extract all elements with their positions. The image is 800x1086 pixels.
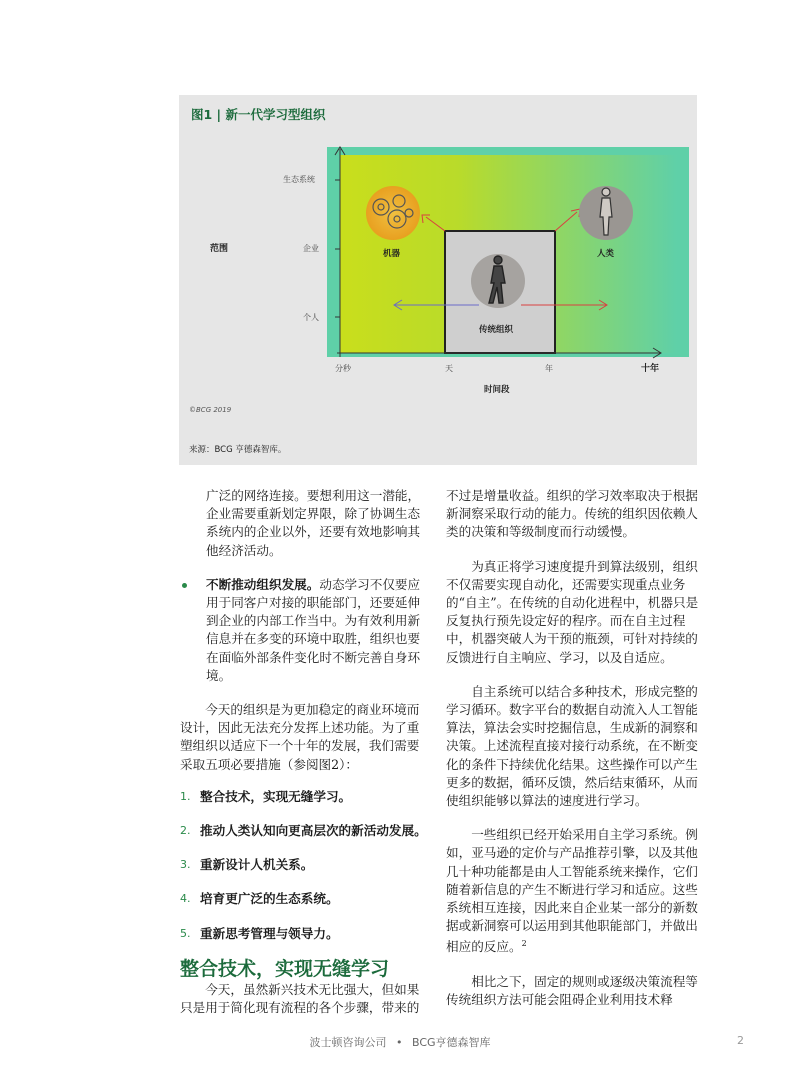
bullet-text: 动态学习不仅要应用于同客户对接的职能部门，还要延伸到企业的内部工作当中。为有效利用新信息并在多变的环境中取胜，组织也要在面临外部条件变化时不断完善自身环境。 xyxy=(206,576,421,683)
x-tick-label-day: 天 xyxy=(445,364,453,373)
paragraph-text: 一些组织已经开始采用自主学习系统。例如，亚马逊的定价与产品推荐引擎，以及其他几十种功能都是由人工智能系统来操作，它们随着新信息的产生不断进行学习和适应。这些系统相互连接，因此来自企业某一部分的新数据或新洞察可以运用到其他职能部门，并做出相应的反应。 xyxy=(446,827,698,955)
x-tick-label-decade: 十年 xyxy=(641,364,660,374)
paragraph: 今天，虽然新兴技术无比强大，但如果只是用于简化现有流程的各个步骤，带来的 xyxy=(180,981,420,1016)
list-text: 重新思考管理与领导力。 xyxy=(200,925,339,941)
list-item xyxy=(180,856,430,874)
list-number: 1. xyxy=(180,789,191,803)
list-text: 推动人类认知向更高层次的新活动发展。 xyxy=(200,823,427,839)
y-tick-label-enterprise: 企业 xyxy=(303,244,319,253)
paragraph: 自主系统可以结合多种技术，形成完整的学习循环。数字平台的数据自动流入人工智能算法，算法会实时挖掘信息，生成新的洞察和决策。上述流程直接对接行动系统，在不断变化的条件下持续优化结果。这些操作可以产生更多的数据，循环反馈，然后结束循环，从而使组织能够以算法的速度进行学习。 xyxy=(446,683,698,809)
paragraph: 广泛的网络连接。要想利用这一潜能，企业需要重新划定界限，除了协调生态系统内的企业以外，还要有效地影响其他经济活动。 xyxy=(206,488,421,558)
bullet-item xyxy=(180,576,430,685)
y-tick-label-ecosystem: 生态系统 xyxy=(283,175,315,184)
list-number: 5. xyxy=(180,926,191,940)
y-axis-title: 范围 xyxy=(210,244,229,254)
list-item xyxy=(180,925,430,943)
list-text: 整合技术，实现无缝学习。 xyxy=(200,788,352,804)
page-number: 2 xyxy=(737,1034,744,1047)
x-tick-label-year: 年 xyxy=(545,364,553,373)
list-number: 2. xyxy=(180,824,191,838)
bullet-bold: 不断推动组织发展。 xyxy=(206,576,320,592)
bullet-icon xyxy=(182,583,187,588)
human-label: 人类 xyxy=(597,249,615,259)
figure-copyright: ©BCG 2019 xyxy=(189,406,232,414)
list-item xyxy=(180,890,430,908)
list-item xyxy=(180,822,430,840)
section-heading: 整合技术，实现无缝学习 xyxy=(180,957,390,980)
list-number: 4. xyxy=(180,892,191,906)
list-text: 重新设计人机关系。 xyxy=(200,857,314,873)
footer-brand: BCG亨德森智库 xyxy=(411,1036,491,1049)
paragraph xyxy=(446,826,700,957)
traditional-label: 传统组织 xyxy=(479,325,514,335)
x-tick-label-seconds: 分秒 xyxy=(335,364,351,373)
footer-company: 波士顿咨询公司 xyxy=(309,1036,387,1049)
paragraph: 相比之下，固定的规则或逐级决策流程等传统组织方法可能会阻碍企业利用技术释 xyxy=(446,973,698,1008)
figure-title: 图1 | 新一代学习型组织 xyxy=(191,107,326,122)
machine-circle xyxy=(366,186,420,240)
list-item xyxy=(180,788,430,806)
list-text: 培育更广泛的生态系统。 xyxy=(200,891,339,907)
x-axis-title: 时间段 xyxy=(484,385,510,395)
footer-separator: • xyxy=(395,1036,403,1049)
list-number: 3. xyxy=(180,858,191,872)
footnote-ref[interactable]: 2 xyxy=(521,939,527,949)
paragraph: 不过是增量收益。组织的学习效率取决于根据新洞察采取行动的能力。传统的组织因依赖人类的决策和等级制度而行动缓慢。 xyxy=(446,488,698,540)
y-tick-label-individual: 个人 xyxy=(303,313,319,322)
machine-label: 机器 xyxy=(383,249,401,259)
right-column xyxy=(446,487,700,1009)
left-column xyxy=(180,487,430,1017)
learning-org-chart xyxy=(179,95,697,465)
figure-source: 来源：BCG 亨德森智库。 xyxy=(189,445,287,455)
paragraph: 为真正将学习速度提升到算法级别，组织不仅需要实现自动化，还需要实现重点业务的“自主”。在传统的自动化进程中，机器只是反复执行预先设定好的程序。而在自主过程中，机器突破人为干预的瓶颈，可针对持续的反馈进行自主响应、学习，以及自适应。 xyxy=(446,558,699,665)
figure-panel xyxy=(179,95,697,465)
footer xyxy=(0,1034,800,1050)
paragraph: 今天的组织是为更加稳定的商业环境而设计，因此无法充分发挥上述功能。为了重塑组织以适应下一个十年的发展，我们需要采取五项必要措施（参阅图2）： xyxy=(180,702,420,772)
